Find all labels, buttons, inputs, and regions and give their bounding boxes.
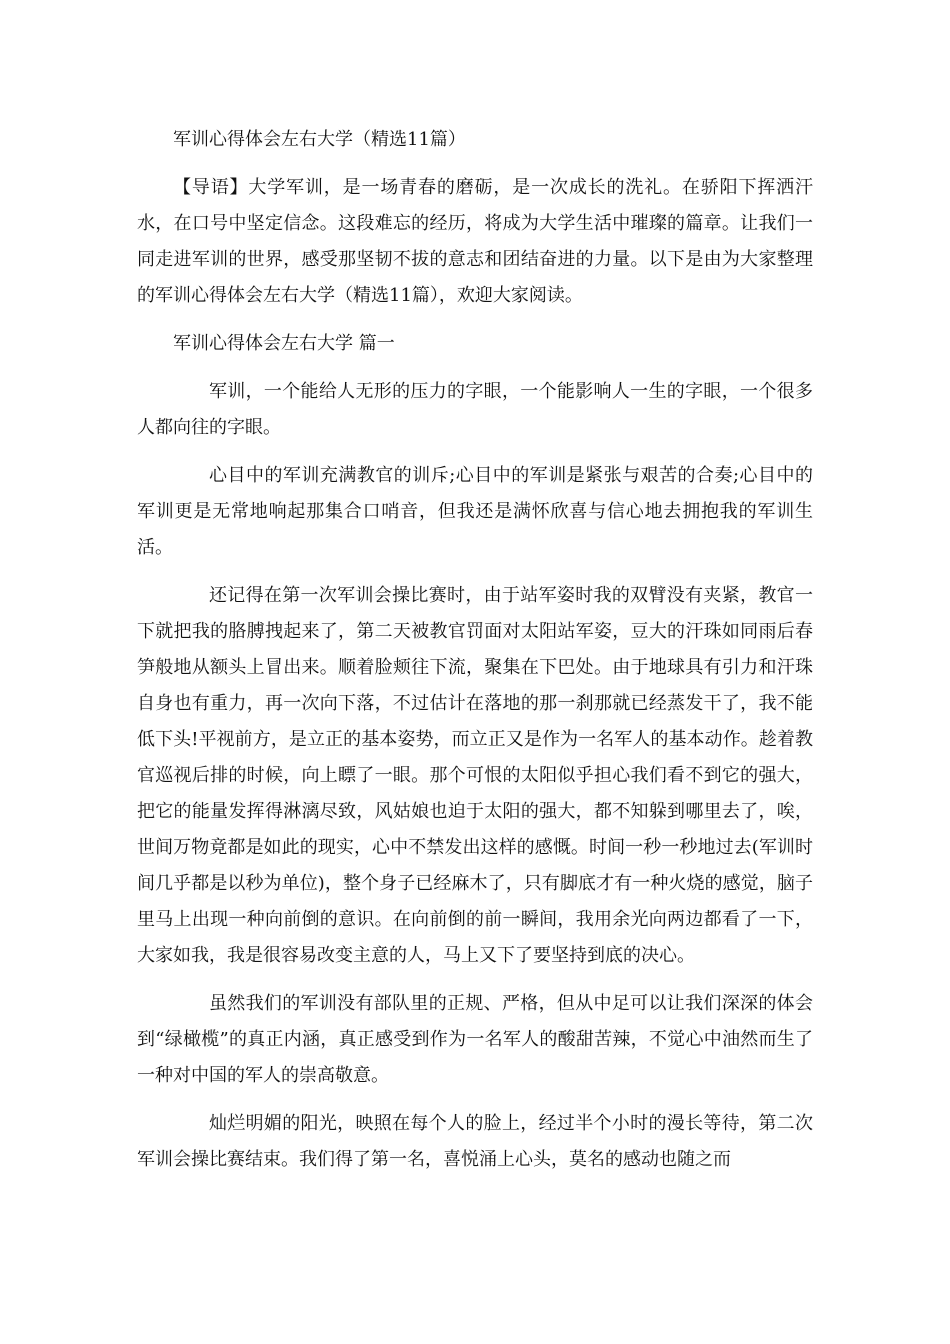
intro-paragraph: 【导语】大学军训，是一场青春的磨砺，是一次成长的洗礼。在骄阳下挥洒汗水，在口号中坚定信念。这段难忘的经历，将成为大学生活中璀璨的篇章。让我们一同走进军训的世界，感受那坚韧不拔的意志和团结奋进的力量。以下是由为大家整理的军训心得体会左右大学（精选11篇），欢迎大家阅读。 — [137, 177, 813, 306]
document-title: 军训心得体会左右大学（精选11篇） — [173, 129, 466, 150]
section-heading: 军训心得体会左右大学 篇一 — [173, 333, 395, 354]
document-page — [137, 122, 813, 1190]
body-paragraph: 军训，一个能给人无形的压力的字眼，一个能影响人一生的字眼，一个很多人都向往的字眼。 — [137, 381, 813, 438]
body-paragraph: 虽然我们的军训没有部队里的正规、严格，但从中足可以让我们深深的体会到“绿橄榄”的真正内涵，真正感受到作为一名军人的酸甜苦辣，不觉心中油然而生了一种对中国的军人的崇高敬意。 — [137, 993, 813, 1086]
body-paragraph: 心目中的军训充满教官的训斥;心目中的军训是紧张与艰苦的合奏;心目中的军训更是无常地响起那集合口哨音，但我还是满怀欣喜与信心地去拥抱我的军训生活。 — [137, 465, 813, 558]
body-paragraph: 还记得在第一次军训会操比赛时，由于站军姿时我的双臂没有夹紧，教官一下就把我的胳膊拽起来了，第二天被教官罚面对太阳站军姿，豆大的汗珠如同雨后春笋般地从额头上冒出来。顺着脸颊往下流，聚集在下巴处。由于地球具有引力和汗珠自身也有重力，再一次向下落，不过估计在落地的那一刹那就已经蒸发干了，我不能低下头!平视前方，是立正的基本姿势，而立正又是作为一名军人的基本动作。趁着教官巡视后排的时候，向上瞟了一眼。那个可恨的太阳似乎担心我们看不到它的强大，把它的能量发挥得淋漓尽致，风姑娘也迫于太阳的强大，都不知躲到哪里去了，唉，世间万物竟都是如此的现实，心中不禁发出这样的感慨。时间一秒一秒地过去(军训时间几乎都是以秒为单位)，整个身子已经麻木了，只有脚底才有一种火烧的感觉，脑子里马上出现一种向前倒的意识。在向前倒的前一瞬间，我用余光向两边都看了一下，大家如我，我是很容易改变主意的人，马上又下了要坚持到底的决心。 — [137, 585, 813, 966]
body-paragraph: 灿烂明媚的阳光，映照在每个人的脸上，经过半个小时的漫长等待，第二次军训会操比赛结束。我们得了第一名，喜悦涌上心头，莫名的感动也随之而 — [137, 1113, 813, 1170]
